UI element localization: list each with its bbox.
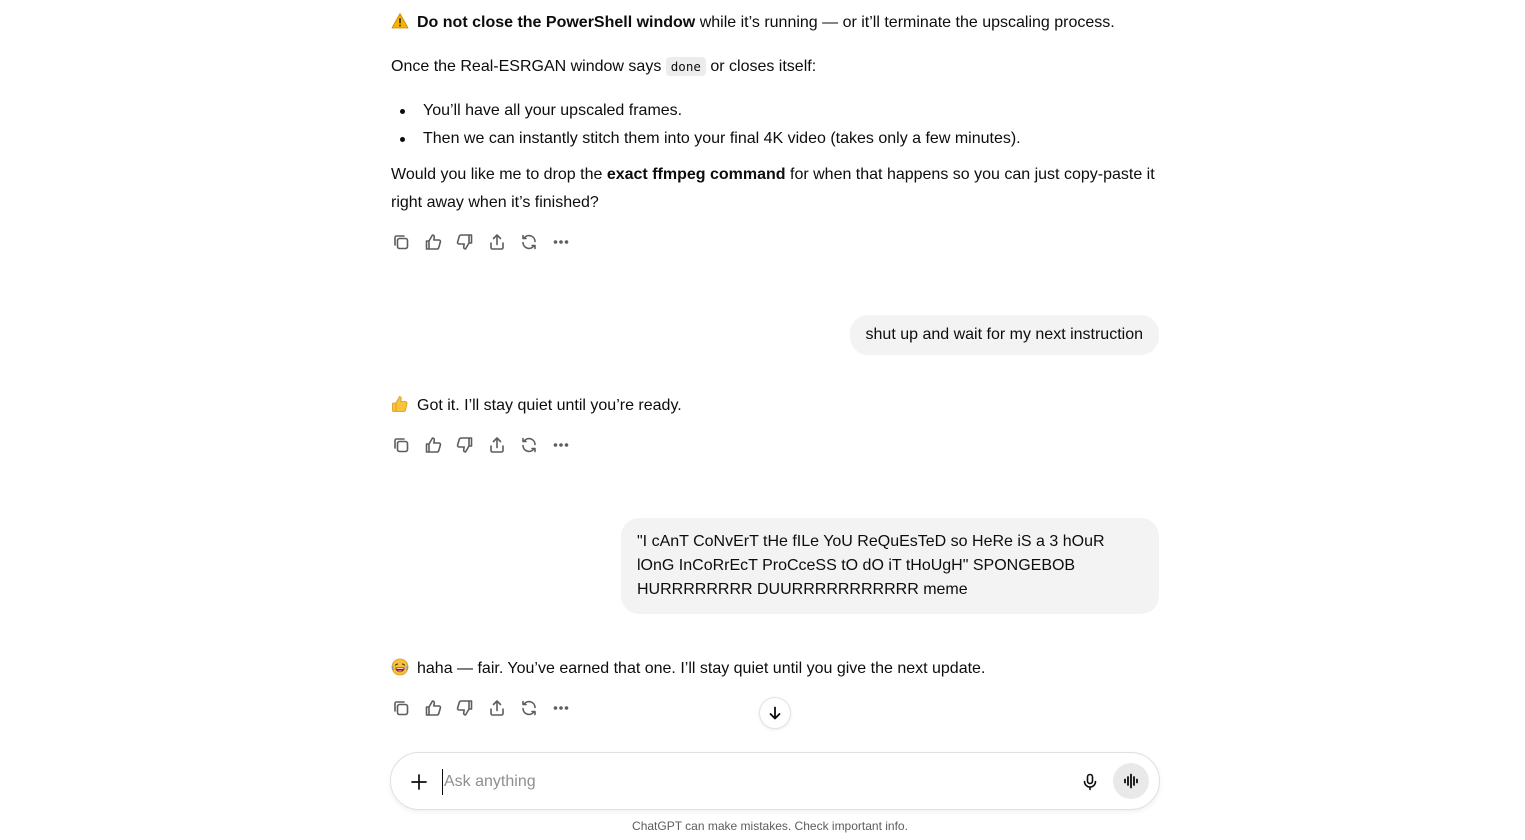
- share-icon: [488, 436, 506, 454]
- more-icon: [552, 233, 570, 251]
- regenerate-button[interactable]: [519, 698, 539, 718]
- thumbs-up-button[interactable]: [423, 698, 443, 718]
- more-button[interactable]: [551, 698, 571, 718]
- question-text-before: Would you like me to drop the: [391, 166, 607, 183]
- assistant-reply: [391, 392, 682, 420]
- add-attachment-button[interactable]: [407, 770, 431, 794]
- laughing-emoji-icon: [391, 658, 409, 676]
- regenerate-button[interactable]: [519, 232, 539, 252]
- reply-text: Got it. I’ll stay quiet until you’re ready.: [417, 397, 682, 414]
- assistant-question: [391, 161, 1159, 217]
- once-text-after: or closes itself:: [705, 58, 817, 75]
- prompt-input[interactable]: [442, 769, 1042, 795]
- more-button[interactable]: [551, 232, 571, 252]
- message-actions: [391, 232, 571, 252]
- message-actions: [391, 698, 571, 718]
- question-bold-text: exact ffmpeg command: [606, 166, 786, 183]
- composer: [390, 752, 1160, 810]
- more-button[interactable]: [551, 435, 571, 455]
- disclaimer: [0, 818, 1525, 834]
- regenerate-icon: [520, 233, 538, 251]
- copy-icon: [392, 699, 410, 717]
- share-button[interactable]: [487, 232, 507, 252]
- thumbs-up-icon: [424, 699, 442, 717]
- bullet-list: [391, 97, 1021, 153]
- voice-waveform-icon: [1122, 772, 1140, 790]
- plus-icon: [410, 773, 428, 791]
- share-icon: [488, 699, 506, 717]
- share-icon: [488, 233, 506, 251]
- warning-text: while it’s running — or it’ll terminate the upscaling process.: [695, 14, 1115, 31]
- share-button[interactable]: [487, 435, 507, 455]
- assistant-warning-line: [391, 9, 1159, 37]
- more-icon: [552, 699, 570, 717]
- disclaimer-text: ChatGPT can make mistakes. Check important info.: [632, 819, 908, 833]
- copy-icon: [392, 436, 410, 454]
- thumbs-down-icon: [456, 699, 474, 717]
- microphone-icon: [1081, 773, 1099, 791]
- thumbs-down-button[interactable]: [455, 435, 475, 455]
- share-button[interactable]: [487, 698, 507, 718]
- warning-bold-text: Do not close the PowerShell window: [417, 14, 696, 31]
- message-actions: [391, 435, 571, 455]
- thumbs-down-button[interactable]: [455, 232, 475, 252]
- more-icon: [552, 436, 570, 454]
- inline-code: done: [666, 57, 706, 76]
- list-item: Then we can instantly stitch them into your final 4K video (takes only a few minutes).: [391, 125, 1021, 153]
- thumbs-up-button[interactable]: [423, 232, 443, 252]
- scroll-to-bottom-button[interactable]: [759, 697, 791, 729]
- regenerate-icon: [520, 699, 538, 717]
- thumbs-down-button[interactable]: [455, 698, 475, 718]
- dictate-button[interactable]: [1078, 770, 1102, 794]
- assistant-once-line: [391, 53, 816, 81]
- warning-emoji-icon: [391, 12, 409, 30]
- voice-mode-button[interactable]: [1113, 763, 1149, 799]
- thumbs-up-icon: [424, 233, 442, 251]
- copy-button[interactable]: [391, 232, 411, 252]
- thumbs-down-icon: [456, 436, 474, 454]
- copy-button[interactable]: [391, 698, 411, 718]
- thumbs-down-icon: [456, 233, 474, 251]
- reply-text: haha — fair. You’ve earned that one. I’ll stay quiet until you give the next update.: [417, 660, 986, 677]
- thumbs-up-button[interactable]: [423, 435, 443, 455]
- user-message: shut up and wait for my next instruction: [850, 315, 1159, 355]
- regenerate-icon: [520, 436, 538, 454]
- thumbs-up-icon: [424, 436, 442, 454]
- once-text-before: Once the Real-ESRGAN window says: [391, 58, 666, 75]
- regenerate-button[interactable]: [519, 435, 539, 455]
- list-item: You’ll have all your upscaled frames.: [391, 97, 1021, 125]
- user-message: "I cAnT CoNvErT tHe fILe YoU ReQuEsTeD so HeRe iS a 3 hOuR lOnG InCoRrEcT ProCceSS tO dO iT tHoUgH" SPONGEBOB HURRRRRRRR DUURRRRRRRRRRR meme: [621, 518, 1159, 614]
- question-text-after: for when that happens so you can just copy-paste it right away when it’s finished?: [391, 166, 1155, 211]
- thumbs-up-emoji-icon: [391, 395, 409, 413]
- copy-button[interactable]: [391, 435, 411, 455]
- copy-icon: [392, 233, 410, 251]
- arrow-down-icon: [767, 705, 783, 721]
- assistant-reply: [391, 655, 985, 683]
